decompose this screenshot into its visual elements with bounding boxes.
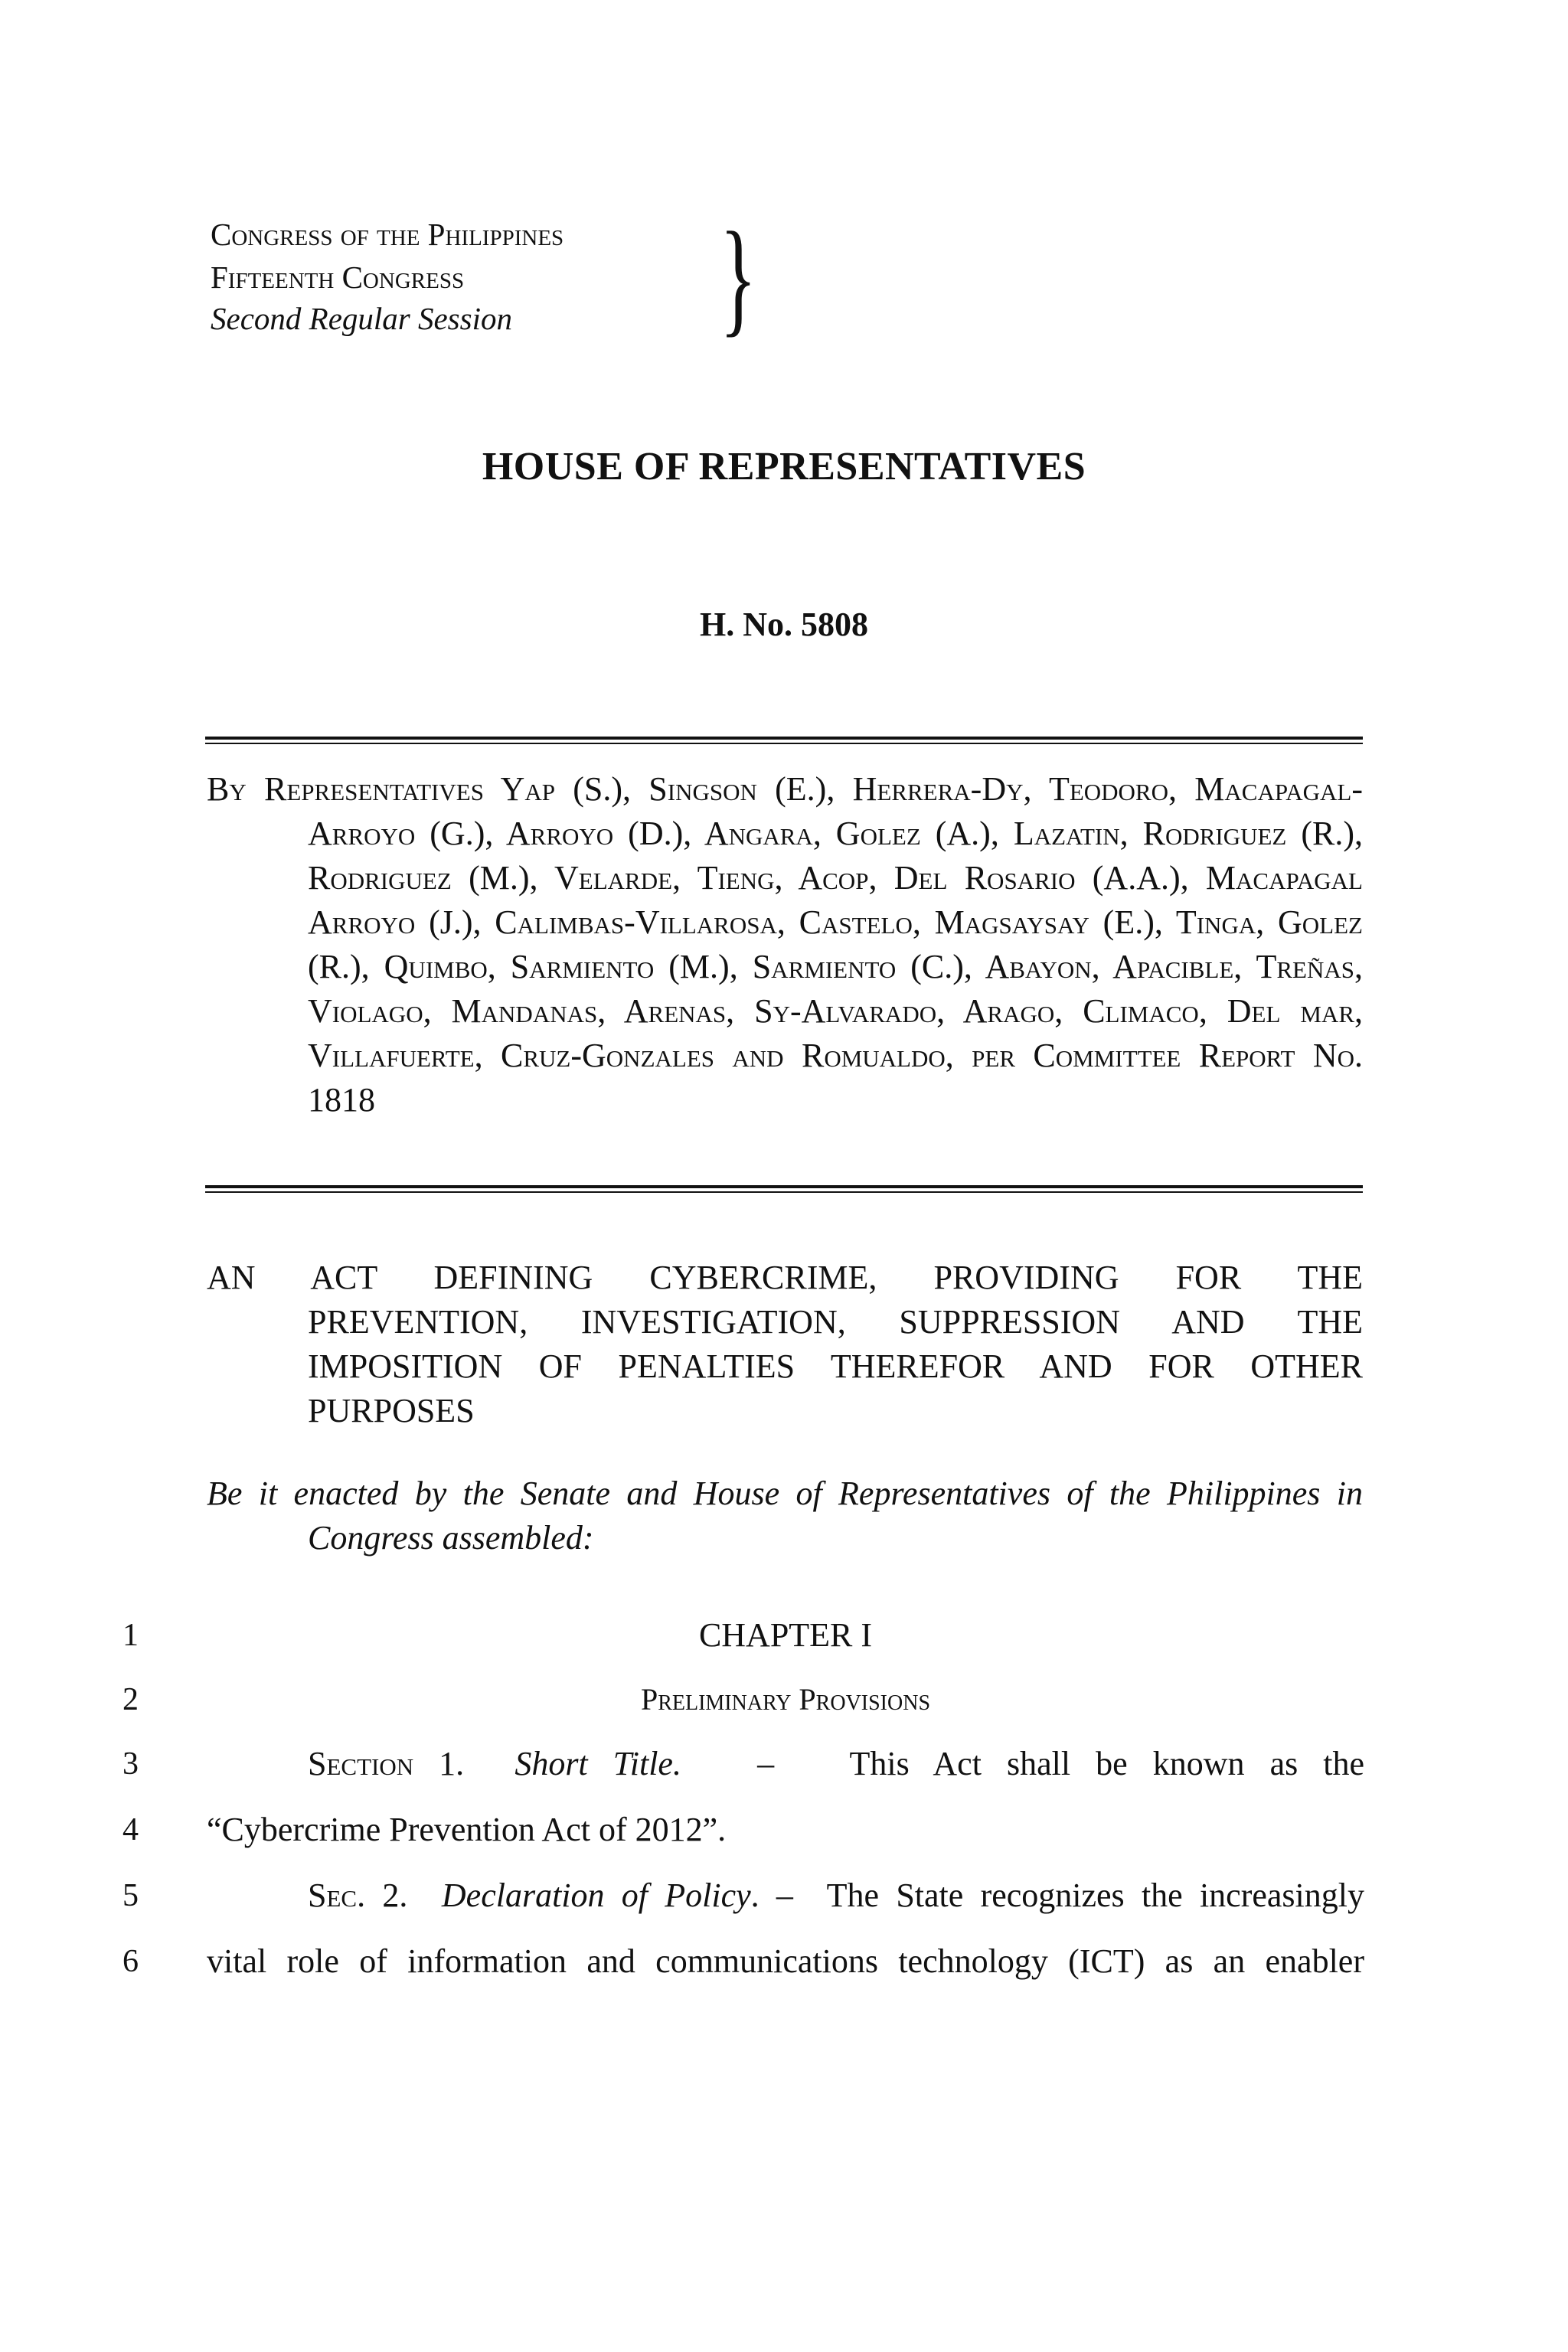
divider-bottom bbox=[205, 1185, 1363, 1193]
divider-top bbox=[205, 737, 1363, 744]
congress-name: Congress of the Philippines bbox=[211, 217, 564, 252]
house-title: HOUSE OF REPRESENTATIVES bbox=[482, 445, 1086, 488]
line-number: 2 bbox=[122, 1682, 139, 1717]
congress-number: Fifteenth Congress bbox=[211, 260, 465, 295]
header-brace: } bbox=[720, 206, 757, 348]
chapter-title: Preliminary Provisions bbox=[640, 1682, 931, 1717]
chapter-heading: CHAPTER I bbox=[698, 1616, 873, 1654]
section-2-line-1 bbox=[207, 1876, 1364, 1915]
section-2-label: Sec. 2. bbox=[308, 1877, 408, 1914]
act-title: AN ACT DEFINING CYBERCRIME, PROVIDING FOR THE PREVENTION, INVESTIGATION, SUPPRESSION AND THE IMPOSITION OF PENALTIES THEREFOR AND FOR OTHER PURPOSES bbox=[207, 1259, 1363, 1429]
section-1-text: This Act shall be known as the bbox=[849, 1745, 1365, 1782]
line-number: 6 bbox=[122, 1944, 139, 1979]
line-number: 5 bbox=[122, 1878, 139, 1913]
section-1-label: Section 1. bbox=[308, 1745, 465, 1782]
section-1-line-1 bbox=[207, 1744, 1364, 1783]
section-2-heading: Declaration of Policy bbox=[441, 1877, 751, 1914]
section-2-line-2: vital role of information and communications technology (ICT) as an enabler bbox=[207, 1942, 1364, 1980]
bill-number: H. No. 5808 bbox=[700, 606, 868, 643]
line-number: 1 bbox=[122, 1618, 139, 1653]
section-2-dash: . – bbox=[750, 1877, 793, 1914]
line-number: 3 bbox=[122, 1746, 139, 1782]
section-1-heading: Short Title. bbox=[514, 1745, 681, 1782]
section-1-line-2: “Cybercrime Prevention Act of 2012”. bbox=[207, 1811, 727, 1848]
section-2-text: The State recognizes the increasingly bbox=[826, 1877, 1364, 1914]
authors-list: By Representatives Yap (S.), Singson (E.), Herrera-Dy, Teodoro, Macapagal-Arroyo (G.), Arroyo (D.), Angara, Golez (A.), Lazatin, Rodriguez (R.), Rodriguez (M.), Velarde, Tieng, Acop, Del Rosario (A.A.), Macapagal Arroyo (J.), Calimbas-Villarosa, Castelo, Magsaysay (E.), Tinga, Golez (R.), Quimbo, Sarmiento (M.), Sarmiento (C.), Abayon, Apacible, Treñas, Violago, Mandanas, Arenas, Sy-Alvarado, Arago, Climaco, Del mar, Villafuerte, Cruz-Gonzales and Romualdo, per Committee Report No. 1818 bbox=[207, 770, 1363, 1119]
section-1-dash: – bbox=[757, 1745, 775, 1782]
line-number: 4 bbox=[122, 1812, 139, 1847]
enacting-clause: Be it enacted by the Senate and House of Representatives of the Philippines in Congress assembled: bbox=[207, 1475, 1363, 1557]
session-name: Second Regular Session bbox=[211, 301, 512, 336]
